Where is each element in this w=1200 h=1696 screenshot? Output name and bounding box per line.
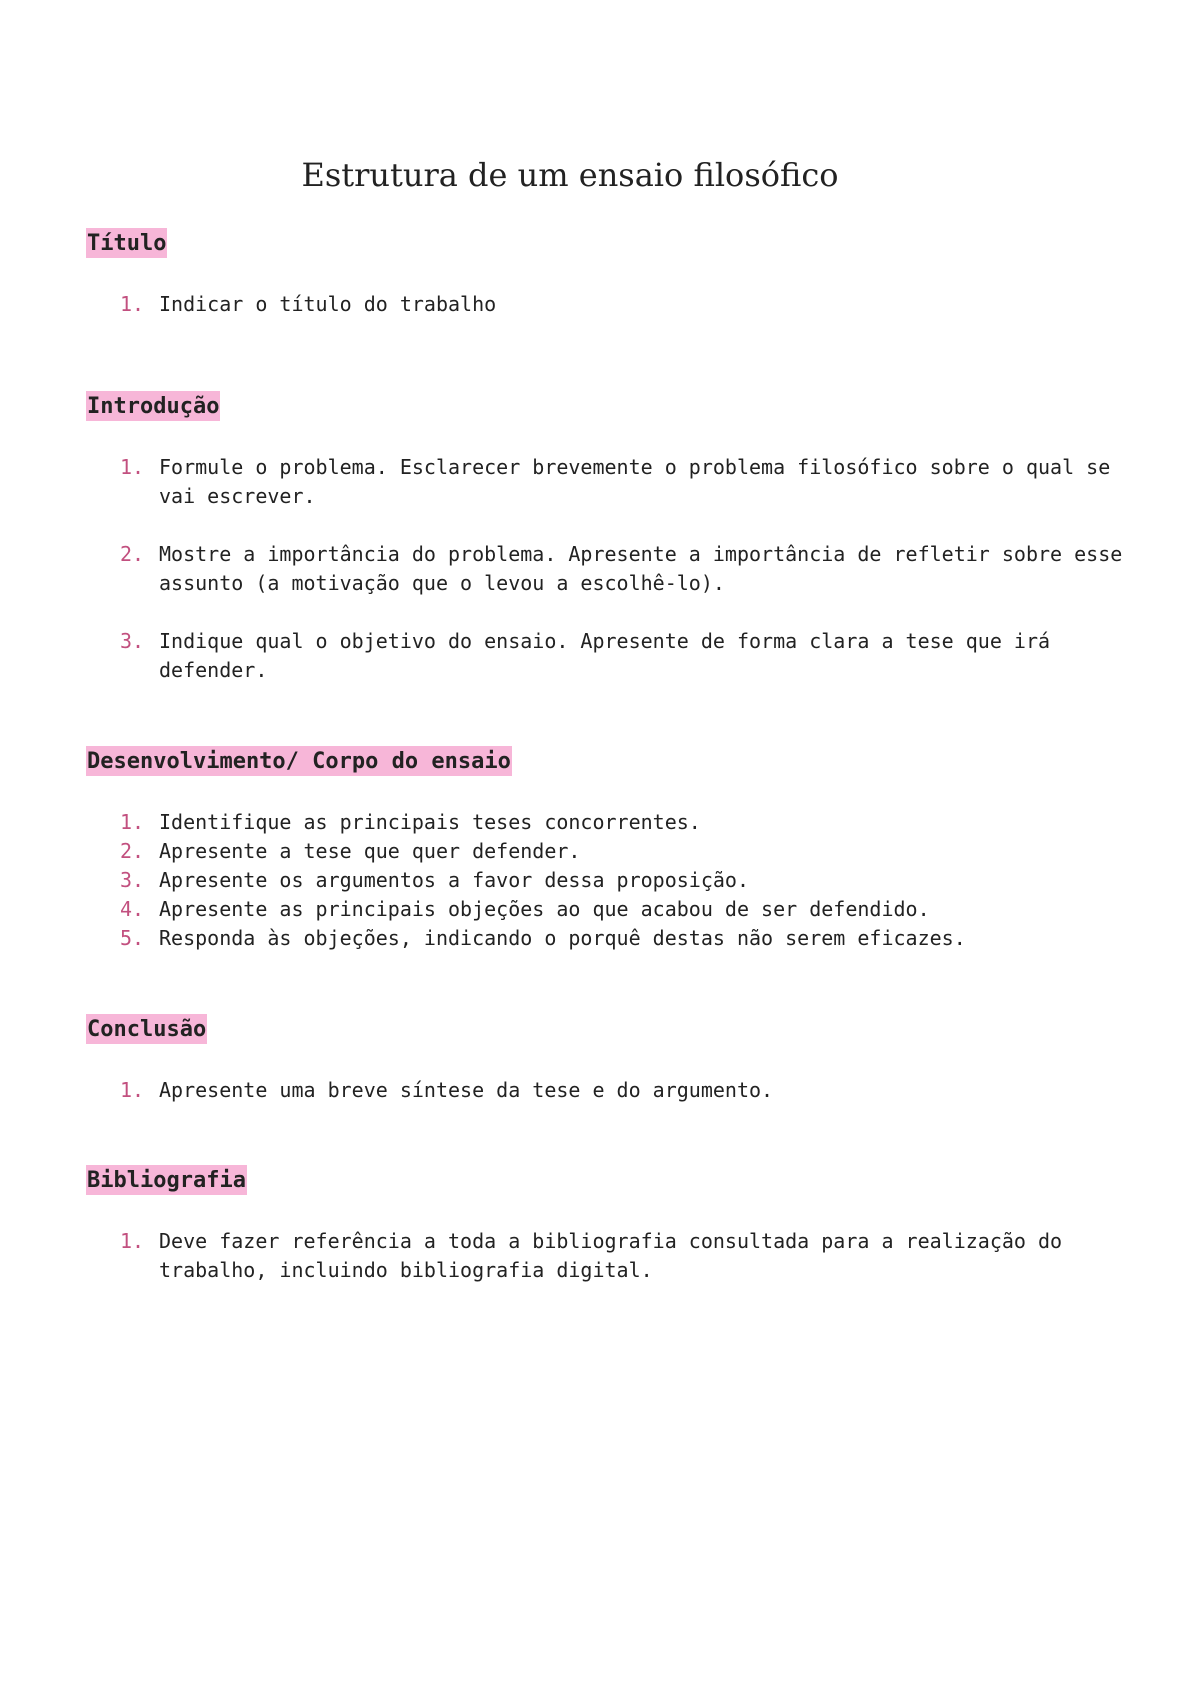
section-heading: Bibliografia [86, 1165, 247, 1195]
list-item-number: 1. [120, 1078, 145, 1102]
section-heading: Introdução [86, 391, 220, 421]
list-item [86, 837, 1146, 866]
section-list [86, 290, 1146, 319]
list-item [86, 453, 1146, 511]
list-item-number: 2. [120, 542, 145, 566]
list-item [86, 924, 1146, 953]
list-item-number: 3. [120, 868, 145, 892]
list-item-text: Responda às objeções, indicando o porquê destas não serem eficazes. [159, 926, 966, 950]
section-desenvolvimento [86, 746, 1146, 950]
list-item-text: Indicar o título do trabalho [159, 292, 497, 316]
list-item-text: Apresente os argumentos a favor dessa proposição. [159, 868, 750, 892]
section-list [86, 1227, 1146, 1285]
list-item-text: Apresente as principais objeções ao que acabou de ser defendido. [159, 897, 930, 921]
list-item-text: Apresente uma breve síntese da tese e do argumento. [159, 1078, 774, 1102]
section-list [86, 453, 1146, 685]
list-item-text: Mostre a importância do problema. Apresente a importância de refletir sobre esse assunto (a motivação que o levou a escolhê-lo). [159, 542, 1123, 595]
list-item [86, 895, 1146, 924]
section-heading: Título [86, 228, 167, 258]
list-item-text: Apresente a tese que quer defender. [159, 839, 581, 863]
section-bibliografia [86, 1165, 1146, 1282]
list-item-number: 1. [120, 1229, 145, 1253]
list-item [86, 540, 1146, 598]
list-item [86, 1227, 1146, 1285]
list-item-text: Indique qual o objetivo do ensaio. Apresente de forma clara a tese que irá defender. [159, 629, 1051, 682]
list-item [86, 290, 1146, 319]
list-item-number: 3. [120, 629, 145, 653]
list-item [86, 866, 1146, 895]
list-item-text: Formule o problema. Esclarecer brevemente o problema filosófico sobre o qual se vai escrever. [159, 455, 1111, 508]
list-item-number: 4. [120, 897, 145, 921]
list-item-number: 2. [120, 839, 145, 863]
section-list [86, 808, 1146, 953]
section-introducao [86, 391, 1146, 682]
list-item [86, 1076, 1146, 1105]
section-list [86, 1076, 1146, 1105]
list-item-text: Deve fazer referência a toda a bibliografia consultada para a realização do trabalho, incluindo bibliografia digital. [159, 1229, 1063, 1282]
list-item [86, 627, 1146, 685]
list-item-number: 1. [120, 292, 145, 316]
list-item [86, 808, 1146, 837]
list-item-number: 1. [120, 810, 145, 834]
section-heading: Conclusão [86, 1014, 207, 1044]
list-item-number: 5. [120, 926, 145, 950]
list-item-number: 1. [120, 455, 145, 479]
section-heading: Desenvolvimento/ Corpo do ensaio [86, 746, 512, 776]
page-title: Estrutura de um ensaio filosófico [301, 156, 839, 194]
section-titulo [86, 228, 1146, 316]
list-item-text: Identifique as principais teses concorrentes. [159, 810, 701, 834]
section-conclusao [86, 1014, 1146, 1102]
